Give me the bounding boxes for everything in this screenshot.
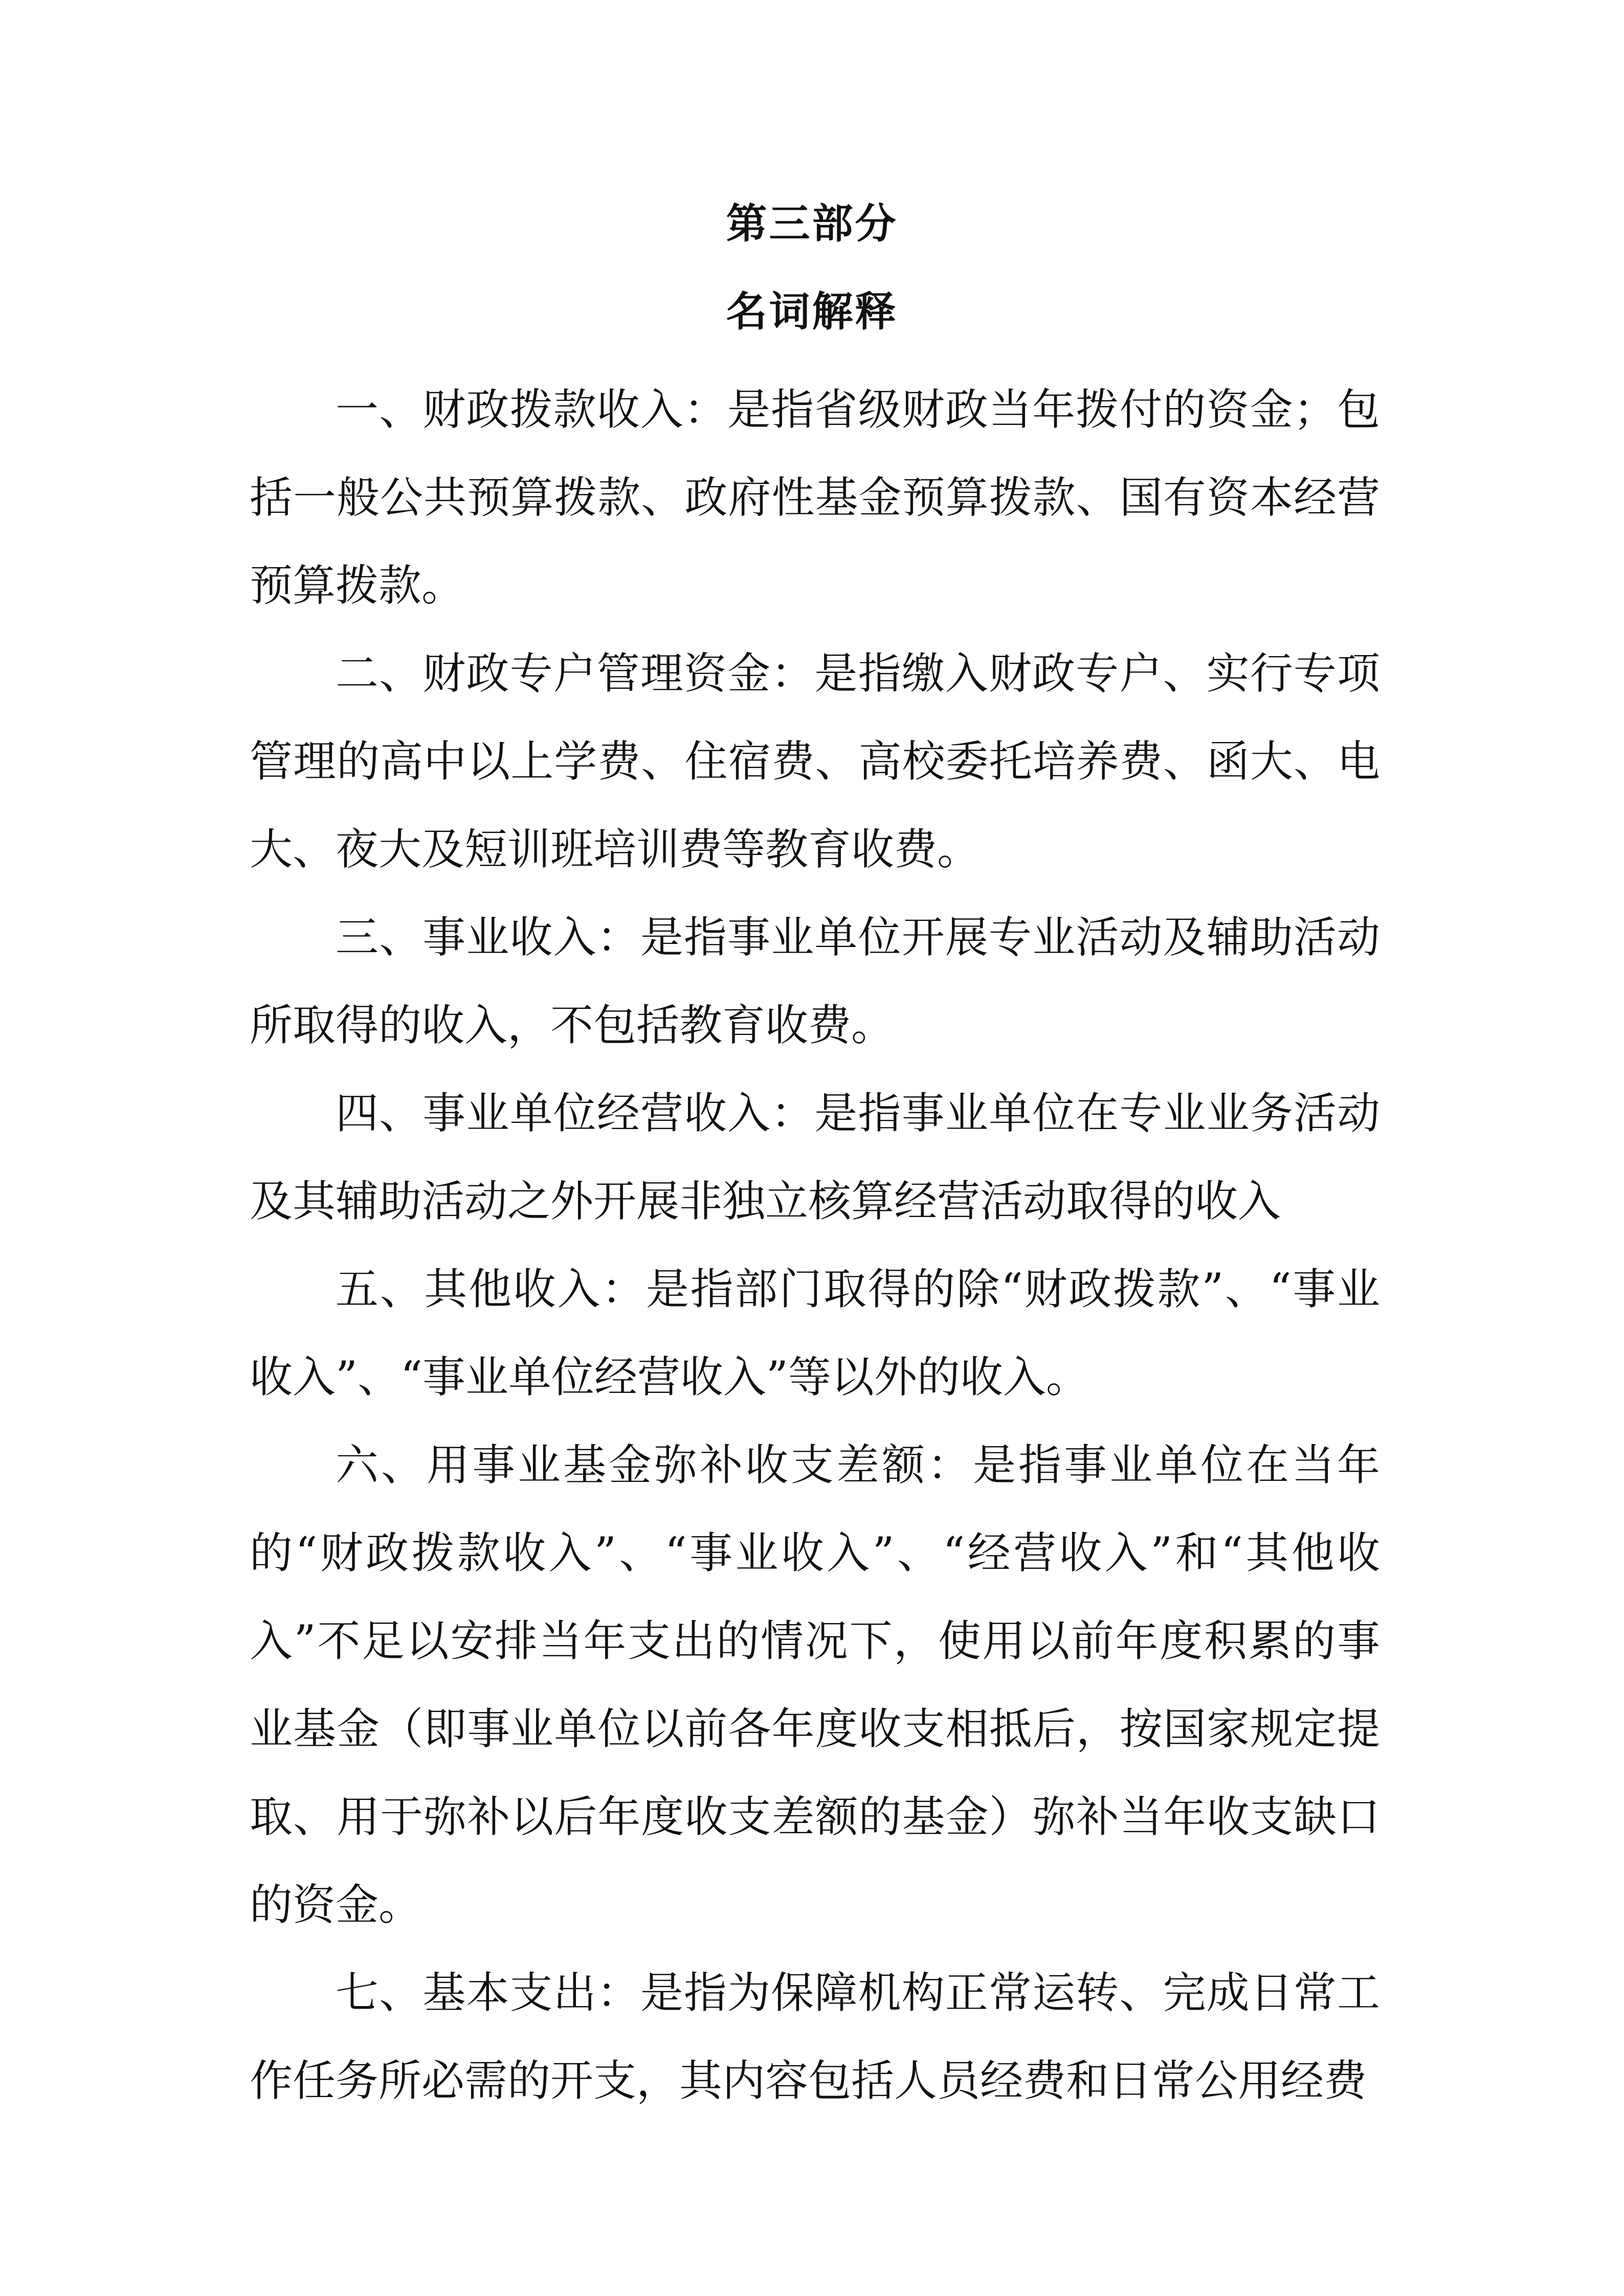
paragraph-5: 五、其他收入：是指部门取得的除“财政拨款”、“事业收入”、“事业单位经营收入”等以外的收入。	[250, 1264, 1380, 1402]
part-heading: 第三部分	[726, 200, 898, 247]
paragraph-4: 四、事业单位经营收入：是指事业单位在专业业务活动及其辅助活动之外开展非独立核算经营活动取得的收入	[250, 1088, 1380, 1226]
paragraph-6: 六、用事业基金弥补收支差额：是指事业单位在当年的“财政拨款收入”、“事业收入”、“经营收入”和“其他收入”不足以安排当年支出的情况下，使用以前年度积累的事业基金（即事业单位以前各年度收支相抵后，按国家规定提取、用于弥补以后年度收支差额的基金）弥补当年收支缺口的资金。	[250, 1440, 1380, 1930]
section-title: 名词解释	[726, 288, 898, 335]
paragraph-1: 一、财政拨款收入：是指省级财政当年拨付的资金；包括一般公共预算拨款、政府性基金预算拨款、国有资本经营预算拨款。	[250, 385, 1380, 611]
paragraph-3: 三、事业收入：是指事业单位开展专业活动及辅助活动所取得的收入，不包括教育收费。	[250, 912, 1380, 1050]
paragraph-7: 七、基本支出：是指为保障机构正常运转、完成日常工作任务所必需的开支，其内容包括人员经费和日常公用经费	[250, 1968, 1380, 2106]
paragraph-2: 二、财政专户管理资金：是指缴入财政专户、实行专项管理的高中以上学费、住宿费、高校委托培养费、函大、电大、夜大及短训班培训费等教育收费。	[250, 648, 1380, 874]
body-text	[250, 366, 1380, 2125]
